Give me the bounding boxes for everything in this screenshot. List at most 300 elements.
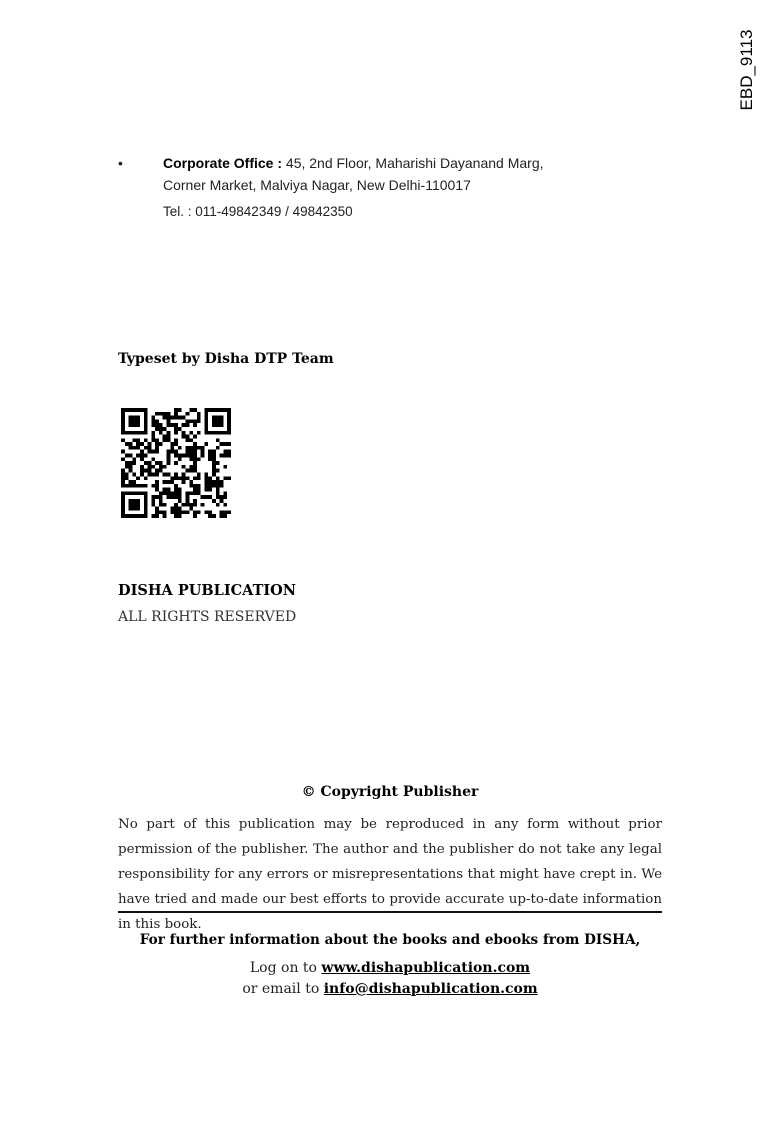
qr-module — [197, 491, 201, 495]
qr-module — [155, 461, 159, 465]
qr-module — [174, 454, 178, 458]
qr-module — [155, 507, 159, 511]
qr-module — [136, 442, 140, 446]
qr-module — [155, 450, 159, 454]
qr-module — [178, 476, 182, 480]
qr-module — [174, 472, 178, 476]
qr-module — [167, 416, 171, 420]
qr-module — [163, 472, 167, 476]
qr-module — [159, 412, 163, 416]
qr-module — [212, 472, 216, 476]
qr-module — [140, 457, 144, 461]
qr-module — [151, 450, 155, 454]
qr-module — [121, 476, 125, 480]
qr-module — [163, 427, 167, 431]
qr-module — [193, 442, 197, 446]
qr-module — [185, 476, 189, 480]
qr-module — [201, 446, 205, 450]
copyright-heading: © Copyright Publisher — [301, 784, 479, 800]
qr-module — [174, 507, 178, 511]
qr-module — [193, 503, 197, 507]
qr-module — [178, 408, 182, 412]
qr-module — [197, 446, 201, 450]
qr-module — [174, 503, 178, 507]
qr-module — [155, 488, 159, 492]
qr-module — [170, 416, 174, 420]
qr-module — [204, 476, 208, 480]
qr-module — [151, 484, 155, 488]
qr-module — [185, 419, 189, 423]
qr-module — [220, 484, 224, 488]
qr-module — [148, 461, 152, 465]
qr-module — [189, 450, 193, 454]
qr-module — [155, 442, 159, 446]
qr-module — [163, 488, 167, 492]
qr-module — [189, 446, 193, 450]
qr-module — [136, 446, 140, 450]
qr-module — [223, 450, 227, 454]
qr-module — [136, 484, 140, 488]
qr-module — [182, 435, 186, 439]
qr-module — [148, 442, 152, 446]
qr-module — [132, 484, 136, 488]
qr-module — [174, 427, 178, 431]
qr-module — [125, 476, 129, 480]
qr-module — [216, 461, 220, 465]
qr-module — [182, 510, 186, 514]
qr-module — [170, 423, 174, 427]
qr-module — [227, 450, 231, 454]
qr-module — [193, 488, 197, 492]
qr-module — [178, 514, 182, 518]
qr-module — [167, 450, 171, 454]
qr-module — [121, 469, 125, 473]
qr-module — [193, 499, 197, 503]
qr-module — [182, 476, 186, 480]
qr-module — [140, 442, 144, 446]
qr-module — [216, 438, 220, 442]
qr-module — [193, 461, 197, 465]
qr-module — [182, 503, 186, 507]
qr-module — [170, 450, 174, 454]
qr-module — [204, 472, 208, 476]
qr-module — [132, 480, 136, 484]
qr-module — [155, 438, 159, 442]
qr-module — [223, 476, 227, 480]
qr-module — [163, 435, 167, 439]
qr-module — [167, 491, 171, 495]
qr-module — [182, 472, 186, 476]
qr-module — [178, 507, 182, 511]
qr-module — [144, 446, 148, 450]
qr-module — [201, 503, 205, 507]
qr-module — [223, 495, 227, 499]
qr-module — [208, 484, 212, 488]
qr-module — [197, 457, 201, 461]
qr-module — [189, 480, 193, 484]
qr-module — [201, 450, 205, 454]
qr-module — [216, 476, 220, 480]
qr-module — [170, 442, 174, 446]
qr-module — [129, 461, 133, 465]
qr-module — [167, 480, 171, 484]
qr-module — [148, 472, 152, 476]
qr-module — [144, 484, 148, 488]
qr-module — [174, 488, 178, 492]
qr-module — [197, 488, 201, 492]
qr-module — [125, 461, 129, 465]
qr-module — [159, 442, 163, 446]
qr-module — [193, 465, 197, 469]
qr-module — [129, 484, 133, 488]
qr-module — [155, 427, 159, 431]
qr-module — [170, 507, 174, 511]
qr-module — [129, 446, 133, 450]
qr-module — [144, 454, 148, 458]
website-prefix: Log on to — [249, 960, 317, 976]
qr-module — [148, 450, 152, 454]
qr-module — [212, 514, 216, 518]
legal-notice: No part of this publication may be reproduced in any form without prior permission of the publisher. The author and the publisher do not take any legal responsibility for any errors or misrepresentations that might have crept in. We have tried and made our best efforts to provide accurate up-to-date information in this book. — [118, 817, 662, 932]
publisher-name: DISHA PUBLICATION — [118, 582, 297, 599]
qr-module — [174, 495, 178, 499]
qr-module — [155, 510, 159, 514]
qr-module — [216, 488, 220, 492]
qr-module — [163, 438, 167, 442]
qr-module — [140, 484, 144, 488]
qr-module — [220, 495, 224, 499]
qr-module — [125, 484, 129, 488]
qr-module — [212, 469, 216, 473]
qr-module — [193, 476, 197, 480]
qr-module — [167, 438, 171, 442]
qr-module — [167, 454, 171, 458]
qr-module — [223, 491, 227, 495]
qr-module — [129, 469, 133, 473]
office-label: Corporate Office : — [163, 155, 283, 171]
qr-module — [151, 435, 155, 439]
qr-module — [204, 480, 208, 484]
qr-module — [163, 514, 167, 518]
qr-module — [125, 454, 129, 458]
qr-module — [220, 454, 224, 458]
qr-module — [212, 484, 216, 488]
qr-module — [144, 469, 148, 473]
qr-module — [227, 454, 231, 458]
qr-module — [159, 495, 163, 499]
qr-module — [220, 514, 224, 518]
qr-module — [159, 469, 163, 473]
qr-module — [174, 408, 178, 412]
qr-module — [148, 469, 152, 473]
qr-module — [155, 469, 159, 473]
qr-module — [167, 419, 171, 423]
qr-module — [197, 476, 201, 480]
qr-module — [151, 438, 155, 442]
qr-module — [208, 495, 212, 499]
qr-module — [178, 488, 182, 492]
qr-module — [163, 465, 167, 469]
qr-module — [185, 495, 189, 499]
qr-module — [208, 454, 212, 458]
qr-module — [167, 412, 171, 416]
qr-module — [174, 484, 178, 488]
qr-module — [178, 495, 182, 499]
qr-module — [121, 472, 125, 476]
qr-module — [197, 510, 201, 514]
qr-module — [189, 457, 193, 461]
qr-module — [193, 423, 197, 427]
qr-module — [193, 435, 197, 439]
qr-module — [212, 465, 216, 469]
qr-module — [144, 438, 148, 442]
qr-module — [174, 476, 178, 480]
qr-module — [140, 450, 144, 454]
qr-module — [204, 510, 208, 514]
qr-module — [182, 480, 186, 484]
qr-module — [223, 454, 227, 458]
qr-module — [170, 491, 174, 495]
qr-module — [151, 457, 155, 461]
qr-module — [227, 476, 231, 480]
qr-module — [189, 454, 193, 458]
qr-module — [189, 503, 193, 507]
qr-module — [216, 469, 220, 473]
qr-module — [174, 461, 178, 465]
office-telephone: Tel. : 011-49842349 / 49842350 — [163, 204, 353, 219]
qr-module — [167, 435, 171, 439]
qr-module — [170, 480, 174, 484]
qr-module — [193, 514, 197, 518]
qr-module — [163, 503, 167, 507]
qr-module — [193, 454, 197, 458]
qr-module — [189, 465, 193, 469]
qr-module — [227, 442, 231, 446]
qr-module — [185, 446, 189, 450]
qr-module — [216, 491, 220, 495]
qr-module — [178, 454, 182, 458]
qr-module — [151, 499, 155, 503]
qr-module — [155, 514, 159, 518]
qr-module — [193, 408, 197, 412]
qr-module — [182, 431, 186, 435]
qr-module — [185, 510, 189, 514]
qr-module — [163, 412, 167, 416]
qr-module — [132, 457, 136, 461]
qr-module — [136, 476, 140, 480]
qr-module — [129, 465, 133, 469]
qr-module — [204, 488, 208, 492]
qr-module — [159, 491, 163, 495]
qr-module — [208, 488, 212, 492]
qr-module — [189, 491, 193, 495]
qr-module — [136, 438, 140, 442]
qr-module — [193, 469, 197, 473]
qr-module — [163, 416, 167, 420]
qr-module — [201, 495, 205, 499]
qr-module — [159, 465, 163, 469]
rights-statement: ALL RIGHTS RESERVED — [118, 609, 297, 625]
qr-module — [189, 507, 193, 511]
qr-module — [170, 476, 174, 480]
qr-module — [189, 438, 193, 442]
qr-module — [140, 472, 144, 476]
qr-module — [185, 454, 189, 458]
qr-module — [178, 499, 182, 503]
qr-module — [197, 419, 201, 423]
qr-module — [185, 499, 189, 503]
qr-module — [129, 480, 133, 484]
bullet-icon: • — [118, 155, 123, 171]
qr-module — [174, 412, 178, 416]
qr-module — [178, 427, 182, 431]
qr-module — [174, 438, 178, 442]
email-link[interactable]: info@dishapublication.com — [323, 981, 538, 997]
qr-module — [151, 419, 155, 423]
qr-module — [151, 495, 155, 499]
qr-module — [121, 484, 125, 488]
office-address-line-2: Corner Market, Malviya Nagar, New Delhi-110017 — [163, 177, 471, 193]
qr-module — [189, 469, 193, 473]
qr-module — [178, 510, 182, 514]
qr-module — [155, 480, 159, 484]
qr-module — [212, 450, 216, 454]
qr-module — [125, 465, 129, 469]
qr-module — [208, 476, 212, 480]
qr-module — [223, 442, 227, 446]
qr-module — [182, 465, 186, 469]
qr-module — [178, 457, 182, 461]
qr-module — [220, 510, 224, 514]
qr-module — [189, 408, 193, 412]
qr-module — [132, 461, 136, 465]
qr-module — [121, 438, 125, 442]
qr-module — [148, 465, 152, 469]
qr-module — [132, 438, 136, 442]
qr-module — [140, 465, 144, 469]
qr-module — [159, 503, 163, 507]
qr-module — [136, 454, 140, 458]
qr-module — [167, 472, 171, 476]
qr-module — [155, 419, 159, 423]
website-link[interactable]: www.dishapublication.com — [321, 960, 531, 976]
qr-module — [197, 484, 201, 488]
qr-module — [159, 427, 163, 431]
qr-module — [155, 484, 159, 488]
qr-module — [185, 435, 189, 439]
qr-module — [151, 416, 155, 420]
qr-module — [170, 446, 174, 450]
qr-module — [167, 457, 171, 461]
qr-module — [174, 491, 178, 495]
qr-module — [121, 480, 125, 484]
qr-module — [197, 472, 201, 476]
qr-module — [151, 514, 155, 518]
qr-module — [174, 416, 178, 420]
qr-module — [178, 491, 182, 495]
office-address-line-1 — [163, 152, 633, 174]
qr-module — [208, 450, 212, 454]
qr-module — [185, 503, 189, 507]
qr-module — [167, 488, 171, 492]
qr-module — [174, 450, 178, 454]
qr-module — [193, 419, 197, 423]
qr-module — [223, 465, 227, 469]
qr-module — [170, 495, 174, 499]
qr-module — [185, 412, 189, 416]
typeset-credit: Typeset by Disha DTP Team — [118, 351, 334, 367]
office-street: 45, 2nd Floor, Maharishi Dayanand Marg, — [285, 155, 544, 171]
qr-module — [151, 431, 155, 435]
qr-module — [151, 472, 155, 476]
qr-module — [216, 503, 220, 507]
qr-module — [197, 412, 201, 416]
qr-module — [223, 510, 227, 514]
document-code — [733, 24, 761, 116]
qr-module — [182, 423, 186, 427]
qr-module — [220, 480, 224, 484]
qr-module — [155, 412, 159, 416]
qr-module — [189, 431, 193, 435]
qr-module — [167, 495, 171, 499]
qr-module — [204, 495, 208, 499]
qr-module — [178, 446, 182, 450]
qr-module — [212, 499, 216, 503]
qr-module — [163, 510, 167, 514]
qr-module — [189, 484, 193, 488]
qr-module — [227, 510, 231, 514]
qr-module — [155, 495, 159, 499]
qr-module — [204, 442, 208, 446]
qr-module — [170, 510, 174, 514]
qr-module — [204, 484, 208, 488]
qr-module — [193, 457, 197, 461]
qr-module — [132, 472, 136, 476]
qr-module — [208, 510, 212, 514]
qr-module — [182, 416, 186, 420]
qr-module — [223, 514, 227, 518]
qr-module — [185, 423, 189, 427]
qr-module — [167, 461, 171, 465]
qr-module — [197, 416, 201, 420]
qr-module — [167, 431, 171, 435]
qr-module — [185, 469, 189, 473]
qr-module — [174, 514, 178, 518]
qr-module — [129, 454, 133, 458]
qr-module — [216, 495, 220, 499]
qr-module — [182, 454, 186, 458]
further-info: For further information about the books and ebooks from DISHA, — [139, 932, 641, 948]
qr-module — [193, 446, 197, 450]
qr-module — [159, 423, 163, 427]
qr-module — [159, 431, 163, 435]
qr-module — [212, 454, 216, 458]
qr-module — [178, 416, 182, 420]
qr-module — [193, 491, 197, 495]
qr-module — [220, 499, 224, 503]
qr-module — [155, 446, 159, 450]
qr-module — [121, 457, 125, 461]
qr-module — [167, 423, 171, 427]
qr-module — [212, 480, 216, 484]
qr-module — [144, 476, 148, 480]
qr-module — [216, 480, 220, 484]
qr-module — [185, 491, 189, 495]
qr-module — [212, 461, 216, 465]
qr-module — [159, 461, 163, 465]
qr-module — [159, 510, 163, 514]
qr-module — [132, 446, 136, 450]
